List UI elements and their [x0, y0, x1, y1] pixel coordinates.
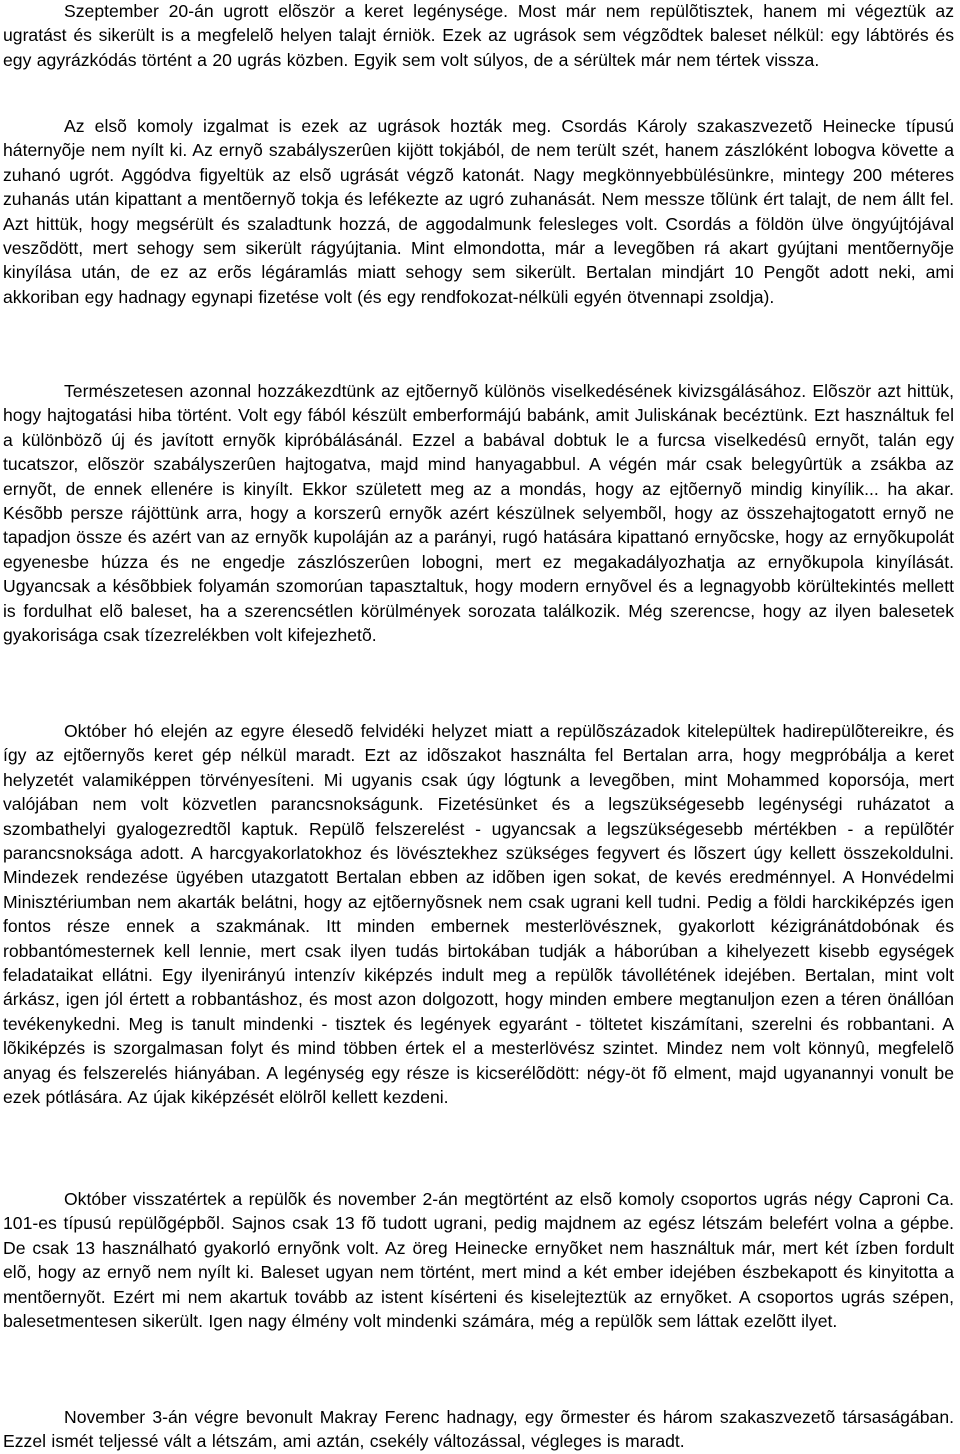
paragraph-parachute-investigation: Természetesen azonnal hozzákezdtünk az ejtõernyõ különös viselkedésének kivizsgálásához. Elõször azt hittük, hogy hajtogatási hiba történt. Volt egy fából készült emberformájú babánk, amit Juliskának becéztünk. Ezt használtuk fel a különbözõ új és javított ernyõk kipróbálásánál. Ezzel a babával dobtuk le a furcsa viselkedésû ernyõt, talán egy tucatszor, elõször szabályszerûen hajtogatva, majd mind hanyagabbul. A végén már csak belegyûrtük a zsákba az ernyõt, de ennek ellenére is kinyílt. Ekkor született meg az a mondás, hogy az ejtõernyõ mindig kinyílik... ha akar. Késõbb persze rájöttünk arra, hogy a korszerû ernyõk azért készülnek selyembõl, hogy az összehajtogatott ernyõ ne tapadjon össze és azért van az ernyõk kupoláján az a parányi, rugó hatására kipattanó ernyõcske, hogy az ernyõkupolát egyenesbe húzza és ne engedje zászlószerûen lobogni, mert ez megakadályozhatja az ernyõkupola kinyílását. Ugyancsak a késõbbiek folyamán szomorúan tapasztaltuk, hogy modern ernyõvel és a legnagyobb körültekintés mellett is fordulhat elõ baleset, ha a szerencsétlen körülmények sorozata találkozik. Még szerencse, hogy az ilyen balesetek gyakorisága csak tízezrelékben volt kifejezhetõ.: [3, 381, 954, 646]
paragraph-october-training: Október hó elején az egyre élesedõ felvidéki helyzet miatt a repülõszázadok kitelepültek hadirepülõtereikre, és így az ejtõernyõs keret gép nélkül maradt. Ezt az idõszakot használta fel Bertalan arra, hogy megpróbálja a keret helyzetét valamiképpen törvényesíteni. Mi ugyanis csak úgy lógtunk a levegõben, mint Mohammed koporsója, mert valójában nem volt közvetlen parancsnokságunk. Fizetésünket és a legszükségesebb legénységi ruházatot a szombathelyi gyalogezredtõl kaptuk. Repülõ felszerelést - ugyancsak a legszükségesebb mértékben - a repülõtér parancsnoksága adott. A harcgyakorlatokhoz és lövésztekhez szükséges fegyvert és lõszert úgy kellett összekoldulni. Mindezek rendezése ügyében utazgatott Bertalan ebben az idõben igen sokat, de kevés eredménnyel. A Honvédelmi Minisztériumban nem akarták belátni, hogy az ejtõernyõsnek nem csak ugrani kell tudni. Pedig a földi harckiképzés igen fontos része ennek a szakmának. Itt minden embernek mesterlövésznek, gyakorlott kézigránátdobónak és robbantómesternek kell lennie, mert csak ilyen tudás birtokában tudják a háborúban a kihelyezett kisebb egységek feladataikat ellátni. Egy ilyenirányú intenzív kiképzés indult meg a repülõk távollétének idejében. Bertalan, mint volt árkász, igen jól értett a robbantáshoz, és most azon dolgozott, hogy minden embere megtanuljon ezen a téren önállóan tevékenykedni. Meg is tanult mindenki - tisztek és legények egyaránt - töltetet kiszámítani, szerelni és robbantani. A lõkiképzés is szorgalmasan folyt és mind többen értek el a mesterlövész szintet. Mindez nem volt könnyû, megfelelõ anyag és felszerelés hiányában. A legénység egy része is kicserélõdött: négy-öt fõ elment, majd ugyanannyi vonult be ezek pótlására. Az újak kiképzését elölrõl kellett kezdeni.: [3, 721, 954, 1108]
paragraph-csordas-incident: Az elsõ komoly izgalmat is ezek az ugrások hozták meg. Csordás Károly szakaszvezetõ Heinecke típusú háternyõje nem nyílt ki. Az ernyõ szabályszerûen kijött tokjából, de nem terült szét, hanem zászlóként lobogva követte a zuhanó ugrót. Aggódva figyeltük az elsõ ugrását végzõ katonát. Nagy megkönnyebbülésünkre, mintegy 200 méteres zuhanás után kipattant a mentõernyõ tokja és lefékezte az ugró zuhanását. Nem messze tõlünk ért talajt, de nem állt fel. Azt hittük, hogy megsérült és szaladtunk hozzá, de aggodalmunk felesleges volt. Csordás a földön ülve öngyújtójával veszõdött, mert sehogy sem sikerült rágyújtania. Mint elmondotta, már a levegõben rá akart gyújtani mentõernyõje kinyílása után, de ez az erõs légáramlás miatt sehogy sem sikerült. Bertalan mindjárt 10 Pengõt adott neki, ami akkoriban egy hadnagy egynapi fizetése volt (és egy rendfokozat-nélküli egyén ötvennapi zsoldja).: [3, 116, 954, 307]
paragraph-group-jump: Október visszatértek a repülõk és november 2-án megtörtént az elsõ komoly csoportos ugrás négy Caproni Ca. 101-es típusú repülõgépbõl. Sajnos csak 13 fõ tudott ugrani, pedig majdnem az egész létszám belefért volna a gépbe. De csak 13 használható gyakorló ernyõnk volt. Az öreg Heinecke ernyõket nem használtuk már, mert két ízben fordult elõ, hogy az ernyõ nem nyílt ki. Baleset ugyan nem történt, mert mind a két ember idejében észbekapott és kinyitotta a mentõernyõt. Ezért mi nem akartuk tovább az istent kísérteni és kiselejteztük az ernyõket. A csoportos ugrás szépen, balesetmentesen sikerült. Igen nagy élmény volt mindenki számára, még a repülõk sem láttak ezelõtt ilyet.: [3, 1189, 954, 1332]
paragraph-november-arrival: November 3-án végre bevonult Makray Ferenc hadnagy, egy õrmester és három szakaszvezetõ társaságában. Ezzel ismét teljessé vált a létszám, ami aztán, csekély változással, végleges is maradt.: [3, 1407, 954, 1452]
paragraph-first-jumps: Szeptember 20-án ugrott elõször a keret legénysége. Most már nem repülõtisztek, hanem mi végeztük az ugratást és sikerült is a megfelelõ helyen talajt érniök. Ezek az ugrások sem végzõdtek baleset nélkül: egy lábtörés és egy agyrázkódás történt a 20 ugrás közben. Egyik sem volt súlyos, de a sérültek már nem tértek vissza.: [3, 1, 954, 70]
